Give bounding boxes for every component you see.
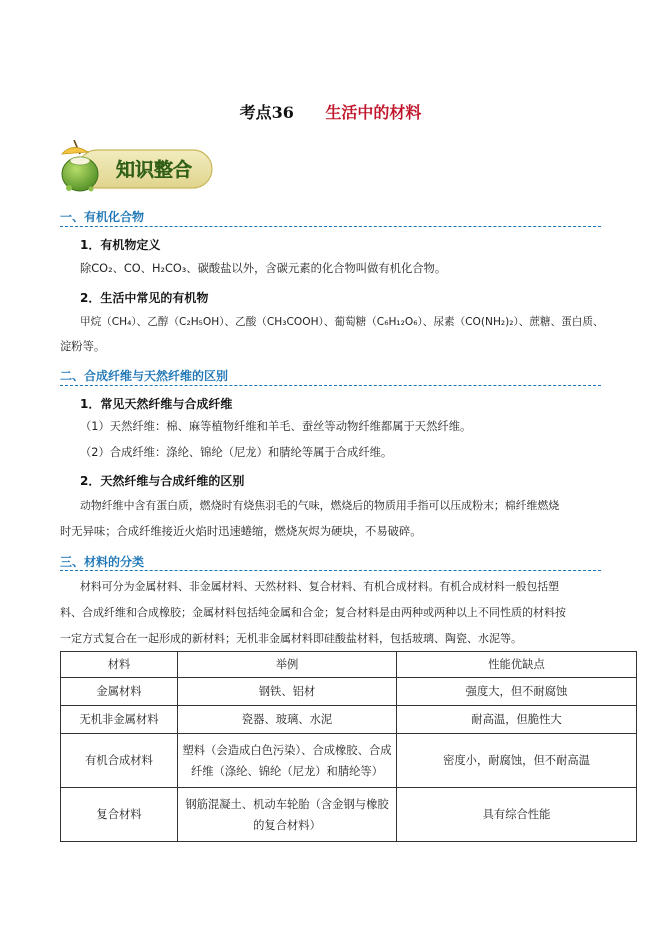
- paragraph-1-2b: 淀粉等。: [60, 340, 106, 353]
- section-divider-2: [60, 385, 601, 386]
- cell-example: 钢筋混凝土、机动车轮胎（含金钢与橡胶的复合材料）: [178, 788, 397, 842]
- table-row: [61, 678, 637, 706]
- paragraph-1-2a: 甲烷（CH₄）、乙醇（C₂H₅OH）、乙酸（CH₃COOH）、葡萄糖（C₆H₁₂O₆）、尿素（CO(NH₂)₂）、蔗糖、蛋白质、: [80, 316, 604, 328]
- header-property: 性能优缺点: [397, 652, 637, 678]
- cell-property: 强度大，但不耐腐蚀: [397, 678, 637, 706]
- coconut-drink-icon: [62, 140, 98, 192]
- header-example: 举例: [178, 652, 397, 678]
- table-header-row: [61, 652, 637, 678]
- paragraph-3b: 料、合成纤维和合成橡胶；金属材料包括纯金属和合金；复合材料是由两种或两种以上不同性质的材料按: [60, 606, 566, 619]
- table-row: [61, 734, 637, 788]
- paragraph-3c: 一定方式复合在一起形成的新材料；无机非金属材料即硅酸盐材料，包括玻璃、陶瓷、水泥等。: [60, 632, 522, 645]
- cell-material: 有机合成材料: [61, 734, 178, 788]
- badge-label: 知识整合: [115, 159, 193, 181]
- cell-material: 复合材料: [61, 788, 178, 842]
- paragraph-3a: 材料可分为金属材料、非金属材料、天然材料、复合材料、有机合成材料。有机合成材料一般包括塑: [80, 580, 560, 593]
- section-heading-2: 二、合成纤维与天然纤维的区别: [60, 369, 229, 383]
- list-item-2-1: （1）天然纤维：棉、麻等植物纤维和羊毛、蚕丝等动物纤维都属于天然纤维。: [80, 420, 472, 433]
- section-divider-3: [60, 570, 601, 571]
- cell-property: 耐高温，但脆性大: [397, 706, 637, 734]
- cell-example: 钢铁、铝材: [178, 678, 397, 706]
- subheading-1-2: 2．生活中常见的有机物: [80, 291, 209, 305]
- section-heading-1: 一、有机化合物: [60, 210, 145, 224]
- paragraph-2-2b: 时无异味；合成纤维接近火焰时迅速蜷缩，燃烧灰烬为硬块，不易破碎。: [60, 525, 422, 538]
- section-divider-1: [60, 226, 601, 227]
- subheading-2-1: 1．常见天然纤维与合成纤维: [80, 397, 233, 411]
- page-title: [0, 100, 661, 123]
- title-number: 考点36: [239, 103, 294, 122]
- paragraph-1-1: 除CO₂、CO、H₂CO₃、碳酸盐以外，含碳元素的化合物叫做有机化合物。: [80, 262, 447, 275]
- materials-table: [60, 651, 637, 842]
- cell-example: 瓷器、玻璃、水泥: [178, 706, 397, 734]
- cell-property: 密度小，耐腐蚀，但不耐高温: [397, 734, 637, 788]
- cell-material: 无机非金属材料: [61, 706, 178, 734]
- title-topic: 生活中的材料: [325, 103, 422, 122]
- table-row: [61, 788, 637, 842]
- cell-example: 塑料（会造成白色污染）、合成橡胶、合成纤维（涤纶、锦纶（尼龙）和腈纶等）: [178, 734, 397, 788]
- subheading-1-1: 1．有机物定义: [80, 238, 161, 252]
- paragraph-2-2a: 动物纤维中含有蛋白质，燃烧时有烧焦羽毛的气味，燃烧后的物质用手指可以压成粉末；棉纤维燃烧: [80, 499, 560, 512]
- section-heading-3: 三、材料的分类: [60, 555, 145, 569]
- knowledge-badge: [58, 140, 216, 194]
- header-material: 材料: [61, 652, 178, 678]
- list-item-2-2: （2）合成纤维：涤纶、锦纶（尼龙）和腈纶等属于合成纤维。: [80, 446, 393, 459]
- cell-property: 具有综合性能: [397, 788, 637, 842]
- subheading-2-2: 2．天然纤维与合成纤维的区别: [80, 474, 245, 488]
- table-row: [61, 706, 637, 734]
- cell-material: 金属材料: [61, 678, 178, 706]
